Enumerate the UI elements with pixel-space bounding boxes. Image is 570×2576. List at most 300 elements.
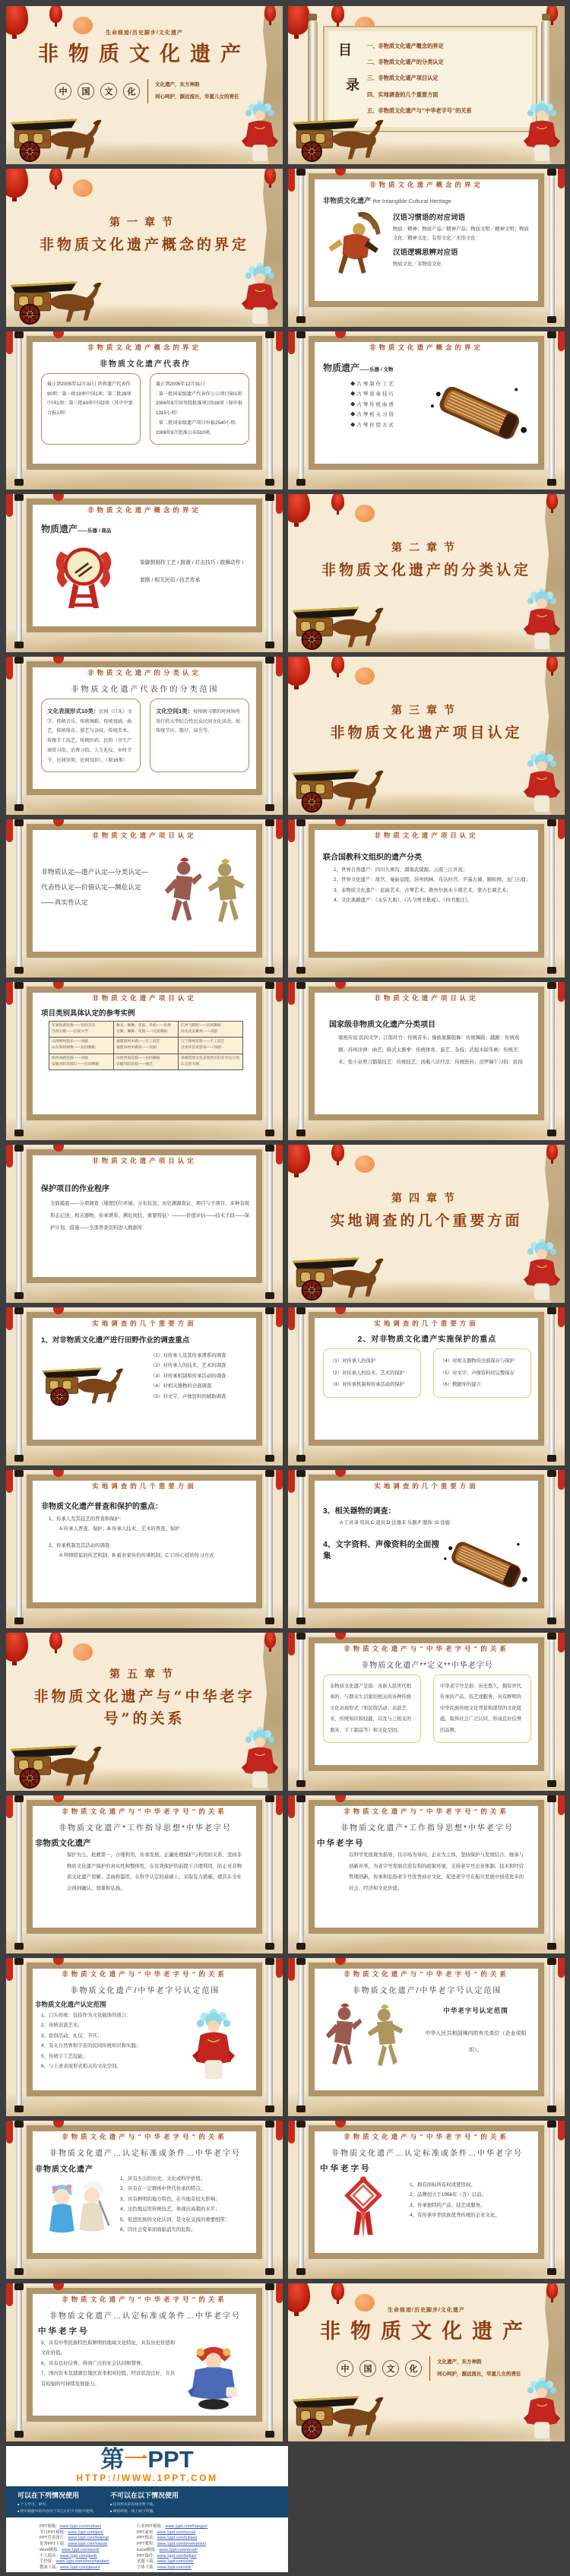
chapter-number: 第三章节	[391, 705, 461, 717]
body-text: 物质／精神；物质产品／精神产品；物质文明／精神文明；物质文化／精神文化；有形文化／无形文化	[393, 227, 529, 242]
slide-10-section3	[288, 657, 565, 815]
scroll-rod	[298, 984, 304, 1131]
slide-18-protection-points	[288, 1307, 565, 1465]
toc-item: 四、实地调查的几个重要方面	[367, 90, 439, 98]
slide-subtitle: 非物质文化遗产…认定标准或条件…中华老字号	[331, 2150, 523, 2158]
lantern-icon	[6, 1470, 13, 1493]
slide-title: 非物质文化遗产与“中华老字号”的关系	[62, 1808, 227, 1816]
slide-22-definitions	[288, 1633, 565, 1791]
scroll-rod	[16, 1309, 22, 1456]
slide-title: 非物质文化遗产项目认定	[374, 832, 479, 840]
link-label: PPT教程：	[137, 2542, 157, 2547]
lantern-icon	[558, 1307, 565, 1327]
link-label: PPT图表：	[137, 2536, 157, 2541]
toc-item: 一、非物质文化遗产概念的界定	[367, 43, 444, 49]
scroll-rod	[549, 1960, 555, 2107]
link[interactable]: www.1ppt.com/kejian/	[157, 2553, 197, 2559]
usage-allowed-title: 可以在下列情况使用	[17, 2492, 80, 2499]
lantern-icon	[331, 2283, 344, 2300]
scroll-rod	[298, 1960, 304, 2107]
link-label: 优秀PPT下载：	[40, 2542, 68, 2547]
lantern-icon	[264, 6, 276, 21]
link[interactable]: www.1ppt.com/moban/	[59, 2524, 102, 2529]
usage-bar	[6, 2486, 288, 2517]
lantern-icon	[6, 2283, 13, 2306]
table-cell: 东蒙短调民歌——民间音乐 苏州吴歌——民间文学	[49, 1022, 114, 1038]
guqin-illustration	[440, 1535, 531, 1596]
seal-char: 文	[382, 2360, 399, 2377]
list-item: （4）对相关器物的全面调查	[150, 1383, 212, 1389]
scroll-rod	[267, 1146, 273, 1294]
horse-cart-illustration	[290, 114, 404, 163]
scroll-rod	[549, 1634, 555, 1782]
cover-subtitle-row	[55, 79, 239, 103]
slide-subtitle: 非物质文化遗产**定义**中华老字号	[361, 1662, 493, 1670]
body-text: 保护为主，抢救第一，合理利用，传承发展。正确处理保护与利用的关系，坚持非物质文化遗产保护的真实性和整体性，在有效保护的前提下合理利用，防止对非物质文化遗产误解、歪曲和滥用，在科学认定的基础上，采取有力措施，使其在全社会得到确认、尊重和弘扬。	[67, 1852, 242, 1892]
usage-item: ■ 网络转载、线上线下传播。	[110, 2508, 262, 2515]
slide-25-ich-scope	[6, 1958, 283, 2116]
lantern-icon	[558, 1470, 565, 1490]
list-item: A 传承人普查、保护；B 传承人技术、艺术的普查、保护	[59, 1526, 180, 1532]
cover-tagline: 生命痕迹/历史脚步/文化遗产	[388, 2308, 465, 2313]
links-column-right	[137, 2524, 266, 2571]
opera-figure-illustration	[192, 2004, 236, 2083]
footer-branding	[6, 2446, 288, 2486]
lantern-icon	[264, 1633, 276, 1648]
scroll-rod	[549, 170, 555, 318]
lantern-icon	[276, 1795, 283, 1815]
opera-figure-illustration	[523, 2375, 561, 2441]
chinese-knot-illustration	[335, 2174, 391, 2244]
logo-part: 一	[124, 2446, 148, 2473]
toc-item: 三、非物质文化遗产项目认定	[367, 74, 439, 82]
cover-line2: 同心呵护，源远流长，华夏儿女的责任	[437, 2372, 521, 2377]
lantern-icon	[558, 2121, 565, 2140]
info-box: 截止到2005年12月31日 世界遗产代表作90项；第一批19项中国1项；第二批28项中国1项；第三批43项中国2项（其中中蒙合报1项）	[41, 373, 141, 445]
lantern-icon	[558, 169, 565, 189]
link[interactable]: www.1ppt.com/jieri/	[68, 2530, 103, 2535]
box-text: 按传统习惯的时间场所举行的大型综合性民众民间文化活动，如传统节庆、歌圩、庙会等。	[156, 709, 241, 734]
info-box: 非物质文化遗产是指：各族人民世代相承的、与群众生活密切相关的各种传统文化表现形式（如民俗活动、表演艺术、传统知识和技能，以及与之相关的器具、手工制品等）和文化空间。	[323, 1675, 421, 1743]
horse-cart-illustration	[8, 114, 122, 163]
table-cell: 江西弋阳腔——民间舞蹈 河北武安傩戏——戏剧	[179, 1022, 243, 1038]
slide-title: 非物质文化遗产概念的界定	[369, 344, 483, 352]
cover-line1: 文化遗产，东方神韵	[155, 82, 200, 88]
cover-title: 非物质文化遗产	[38, 43, 251, 66]
cover-line2: 同心呵护，源远流长，华夏儿女的责任	[155, 94, 239, 100]
scroll-rod	[298, 1797, 304, 1944]
horse-cart-illustration	[41, 1360, 140, 1410]
peach-blob	[355, 667, 375, 685]
scroll-rod	[16, 2285, 22, 2432]
lantern-icon	[331, 657, 344, 673]
lantern-icon	[558, 1958, 565, 1978]
slide-8-section2	[288, 494, 565, 652]
list-item: 1、拥有商标所有权或使用权。	[410, 2182, 476, 2188]
examples-table	[49, 1021, 243, 1070]
body-heading: 汉语习惯语的对应词语	[393, 214, 466, 222]
scroll-rod	[549, 1472, 555, 1619]
lead-cn: 非物质文化遗产	[323, 197, 372, 204]
link[interactable]: www.1ppt.com/excel/	[159, 2547, 198, 2552]
body-heading: 中华老字号	[317, 1839, 365, 1848]
site-url[interactable]: HTTP://WWW.1PPT.COM	[76, 2473, 218, 2483]
scroll-rod	[16, 1960, 22, 2107]
usage-item: ■ 个人学习、研究。	[17, 2502, 110, 2508]
box-item: （1）对传承人的保护	[330, 1358, 376, 1364]
lantern-icon	[546, 1145, 558, 1160]
lantern-icon	[288, 169, 295, 192]
scroll-rod	[267, 1960, 273, 2107]
seal-char: 国	[78, 83, 94, 100]
shadow-puppets-illustration	[162, 854, 249, 930]
scroll-rod	[267, 2285, 273, 2432]
lead-en: the Intangible Cultural Heritage	[372, 198, 451, 204]
horse-cart-illustration	[290, 1253, 404, 1301]
lantern-icon	[288, 657, 310, 686]
scroll-rod	[298, 2122, 304, 2270]
box-text: 民间（口头）文学、传统音乐、传统舞蹈、传统戏剧、曲艺、传统体育、游艺与杂技、传统美术、传统手工技艺、传统医药、民俗（含生产商贸习俗、消费习俗、人生礼仪、岁时节令、民间信仰、民间知识），（原16类）	[47, 709, 132, 763]
body-heading: 非物质文化遗产认定范围	[35, 2001, 106, 2008]
info-box	[150, 373, 249, 445]
usage-allowed	[17, 2490, 110, 2517]
body-heading: 4、文字资料、声像资料的全面搜集	[323, 1540, 439, 1561]
slide-title: 非物质文化遗产概念的界定	[87, 507, 201, 515]
slide-title: 非物质文化遗产的分类认定	[87, 670, 201, 677]
chapter-number: 第五章节	[109, 1668, 179, 1681]
peach-blob	[355, 505, 375, 522]
slide-subtitle: 非物质文化遗产…认定标准或条件…中华老字号	[49, 2312, 241, 2321]
link-label: 个人简历：	[40, 2553, 60, 2559]
link-label: Excel模板：	[137, 2547, 160, 2552]
lantern-icon	[276, 331, 283, 351]
slide-6-heritage-instrument	[288, 331, 565, 490]
body-heading: 联合国教科文组织的遗产分类	[323, 854, 422, 862]
toc-items	[367, 38, 533, 119]
slide-title: 非物质文化遗产与“中华老字号”的关系	[344, 2134, 509, 2141]
lantern-icon	[558, 1633, 565, 1652]
scroll-rod	[16, 333, 22, 480]
lantern-icon	[558, 982, 565, 1002]
link-label: Word模板：	[40, 2547, 62, 2552]
box-item: （6）数据库的建立	[440, 1382, 481, 1388]
box-lead: 文化表现形式10类：	[47, 708, 100, 714]
chapter-number: 第四章节	[391, 1193, 461, 1205]
lantern-icon	[6, 657, 13, 680]
list-item: （2）对传承人的技术、艺术的调查	[150, 1363, 226, 1369]
list-item: 7、国内资本及港澳台地区资本相对控股，经营状况良好，且具有较强的可持续发展能力。	[41, 2371, 176, 2387]
link[interactable]: www.1ppt.com/ziti/	[157, 2565, 192, 2570]
chapter-number: 第一章节	[109, 217, 179, 229]
lead-term	[323, 195, 531, 205]
list-item: ◆古琴相关习俗	[350, 412, 395, 418]
lantern-icon	[276, 2283, 283, 2303]
body-heading: 保护项目的作业程序	[41, 1185, 109, 1193]
slide-title: 非物质文化遗产项目认定	[92, 832, 197, 840]
info-box	[433, 1348, 531, 1398]
lantern-icon	[288, 1633, 295, 1656]
slide-title: 非物质文化遗产与“中华老字号”的关系	[344, 1646, 509, 1653]
body-heading: 国家级非物质文化遗产分类项目	[329, 1021, 435, 1029]
scroll-rod	[267, 1472, 273, 1619]
opera-kids-illustration	[41, 2178, 114, 2244]
chapter-title: 非物质文化遗产的分类认定	[321, 562, 531, 578]
link[interactable]: www.1ppt.com/tubiao/	[157, 2536, 198, 2541]
lantern-icon	[276, 1470, 283, 1490]
slide-9-classification-scope	[6, 657, 283, 815]
slide-title: 实地调查的几个重要方面	[92, 1320, 197, 1328]
lantern-icon	[49, 6, 62, 23]
lantern-icon	[288, 331, 295, 354]
slide-3-section1	[6, 169, 283, 327]
slide-subtitle: 非物质文化遗产*工作指导思想*中华老字号	[59, 1824, 232, 1833]
slide-title: 非物质文化遗产项目认定	[92, 1158, 197, 1165]
scroll-rod	[267, 496, 273, 643]
lantern-icon	[276, 657, 283, 676]
cover-tagline: 生命痕迹/历史脚步/文化遗产	[106, 30, 183, 36]
cover-title: 非物质文化遗产	[320, 2320, 533, 2343]
opera-figure-illustration	[523, 748, 561, 815]
list-item: 5、促进民族的文化认同，是文化交流的重要纽带；	[120, 2216, 230, 2223]
link[interactable]: www.1ppt.com/shouchaobao/	[55, 2559, 109, 2565]
footer-links	[6, 2517, 288, 2571]
link[interactable]: www.1ppt.com/shiti/	[157, 2559, 194, 2565]
link-label: PPT模板：	[40, 2524, 60, 2529]
body-text: 全面摸底——分项调查（地理区位环境、分布状况、历史渊源查证、项目与子项目、多种表现形态记述、相关器物、传承谱系、濒危现状、重要特征）———价值评估——技术手段——保护计划、措施——全部普查资料进入数据库	[50, 1201, 250, 1231]
shadow-puppet-goat-illustration	[323, 208, 385, 278]
table-cell: 福建漳州木偶——手工技艺 福建泉州木偶戏——戏剧	[114, 1038, 179, 1054]
list-item: 1、具有杰出的历史、文化或科学价值；	[120, 2176, 206, 2182]
slide-4-concept-terms	[288, 169, 565, 327]
scroll-rod	[549, 821, 555, 968]
list-item: 3、传承独特的产品、技艺或服务。	[410, 2202, 486, 2208]
lantern-icon	[6, 982, 13, 1005]
link-label: 手抄报：	[40, 2559, 56, 2565]
list-item: 3、民俗活动、礼仪、节庆；	[41, 2033, 103, 2039]
link[interactable]: www.1ppt.com/beijing/	[68, 2536, 109, 2541]
chapter-title: 实地调查的几个重要方面	[330, 1212, 523, 1229]
slide-21-section5	[6, 1633, 283, 1791]
slide-13-reference-examples	[6, 982, 283, 1140]
slide-16-section4	[288, 1145, 565, 1303]
seal-char: 化	[405, 2360, 422, 2377]
list-item: A 拜师授徒的传艺机制；B 祖业家传的传承机制；C 口传心授的传习方式	[59, 1553, 214, 1559]
info-box	[41, 699, 141, 772]
slide-29-brand-criteria2	[6, 2283, 283, 2441]
usage-forbidden	[110, 2490, 262, 2517]
link-label: PPT背景图片：	[40, 2536, 68, 2541]
usage-forbidden-title: 不可以在以下情况使用	[110, 2492, 179, 2499]
slide-subtitle: 非物质文化遗产代表作	[100, 360, 191, 369]
divider	[429, 2356, 430, 2381]
slide-title: 非物质文化遗产与“中华老字号”的关系	[62, 2296, 227, 2304]
lantern-icon	[288, 1795, 295, 1818]
slide-14-national-items	[288, 982, 565, 1140]
cover-subtitle-row	[337, 2356, 521, 2381]
list-item: 4、有关自然界和宇宙的民间传统知识和实践；	[41, 2043, 141, 2049]
list-item: ◆古琴传统曲谱	[350, 401, 395, 407]
scroll-rod	[16, 1797, 22, 1944]
link-label: PPT课件：	[137, 2553, 157, 2559]
logo	[6, 2448, 288, 2471]
body-heading-sub: ——乐器 / 文物	[359, 367, 394, 372]
table-cell: 山西晋南花鼓——民间舞蹈 安徽凤阳花鼓——曲艺	[114, 1054, 179, 1069]
opera-figure-illustration	[241, 97, 279, 164]
scroll-rod	[267, 1797, 273, 1944]
scroll-rod	[549, 333, 555, 480]
list-item: 1、口头传统：包括作为文化载体的语言;	[41, 2013, 128, 2018]
scroll-rod	[298, 170, 304, 318]
lantern-icon	[6, 169, 28, 198]
list-item: 4、有传承中华民族优秀传统的企业文化。	[410, 2213, 500, 2219]
scroll-rod	[549, 2122, 555, 2270]
body-heading: 中华老字号认定范围	[443, 2007, 508, 2014]
slide-title: 非物质文化遗产与“中华老字号”的关系	[344, 1971, 509, 1979]
link[interactable]: www.1ppt.com/powerpoint/	[157, 2542, 207, 2547]
lantern-icon	[49, 169, 62, 185]
peach-blob	[73, 1643, 93, 1661]
link-label: 字体下载：	[137, 2565, 157, 2570]
slide-20-objects-survey	[288, 1470, 565, 1628]
link-label: PPT素材：	[137, 2530, 157, 2535]
list-item: 4、出色地运用传统技艺，体现出高超的水平；	[120, 2207, 220, 2213]
link[interactable]: www.1ppt.com/jiaoan/	[59, 2565, 100, 2570]
link-label: 节日PPT模板：	[40, 2530, 68, 2535]
opera-figure-illustration	[241, 1724, 279, 1791]
info-box	[150, 699, 249, 772]
body-heading: 项目类别具体认定的参考实例	[41, 1009, 135, 1018]
link[interactable]: www.1ppt.com/sucai/	[157, 2530, 196, 2535]
slide-title: 非物质文化遗产与“中华老字号”的关系	[62, 2134, 227, 2141]
info-box	[323, 1348, 421, 1398]
box-item: （3）对传承机制和传承活动的保护	[330, 1382, 404, 1388]
slide-5-representative-works	[6, 331, 283, 490]
lantern-icon	[264, 169, 276, 184]
logo-part: 第	[100, 2446, 125, 2473]
drum-illustration	[49, 540, 119, 616]
slide-subtitle: 非物质文化遗产…认定标准或条件…中华老字号	[49, 2150, 241, 2158]
horse-cart-illustration	[8, 1741, 122, 1789]
lantern-icon	[6, 331, 13, 354]
list-item: 2、世界文化遗产：故宫、秦始皇陵、苏州园林、布达拉宫、平遥古城、颐和园、龙门石窟；	[334, 877, 531, 883]
lantern-icon	[288, 1307, 295, 1330]
lantern-icon	[6, 1145, 13, 1168]
box-item: · 第一批国家级遗产代表作公示项目501项2006年6月国务院批准项目518项（原申报1315小项）	[156, 391, 243, 417]
chapter-title: 非物质文化遗产项目认定	[330, 724, 523, 741]
list-item: （5）对文字、声像资料的辅助调查	[150, 1393, 226, 1399]
opera-figure-illustration	[523, 585, 561, 652]
body-heading: 非物质文化遗产普查和保护的重点：	[41, 1503, 163, 1511]
scroll-rod	[16, 984, 22, 1131]
horse-cart-illustration	[290, 765, 404, 813]
horse-cart-illustration	[8, 277, 122, 325]
lantern-icon	[6, 2121, 13, 2143]
chapter-title: 非物质文化遗产与“中华老字号”的关系	[33, 1688, 255, 1727]
scroll-rod	[267, 821, 273, 968]
lantern-icon	[288, 819, 295, 842]
link[interactable]: www.1ppt.com/hangye/	[165, 2524, 208, 2529]
opera-figure-illustration	[523, 1236, 561, 1303]
link[interactable]: www.1ppt.com/word/	[61, 2547, 100, 2552]
link[interactable]: www.1ppt.com/jianli/	[59, 2553, 97, 2559]
body-heading: 1、对非物质文化遗产进行田野作业的调查重点	[41, 1336, 190, 1345]
chapter-number: 第二章节	[391, 542, 461, 554]
body-text: 梁祝传说:民间文学；江南丝竹：传统音乐；傣族象脚鼓舞：传统舞蹈；越剧：传统戏剧；苏州评弹：曲艺；陈式太极拳：传统体育、游艺、杂技；武强木版年画：传统美术；张小泉剪刀锻制技艺：传统技艺；汤瓶八诊疗法：传统医药；汨罗端午习俗：民俗	[338, 1035, 523, 1066]
scroll-rod	[298, 1634, 304, 1782]
slide-subtitle: 非物质文化遗产*工作指导思想*中华老字号	[340, 1824, 514, 1833]
scroll-rod	[16, 2122, 22, 2270]
lantern-icon	[288, 1958, 295, 1981]
slide-title: 实地调查的几个重要方面	[374, 1483, 479, 1491]
lantern-icon	[288, 494, 310, 523]
lantern-icon	[276, 494, 283, 514]
list-item: ◆古琴演奏技巧	[350, 391, 395, 398]
slide-12-unesco-classes	[288, 819, 565, 977]
scroll-rod	[267, 658, 273, 806]
lantern-icon	[331, 1145, 344, 1161]
scroll-rod	[267, 333, 273, 480]
usage-item: ■ 任何形式的在线付费下载。	[110, 2502, 262, 2508]
body-heading: 3、相关器物的调查：	[323, 1507, 396, 1516]
guqin-illustration	[426, 379, 531, 449]
table-cell: 山西绛州鼓乐——戏剧 山东胶州秧歌——民间舞蹈	[49, 1038, 114, 1054]
lantern-icon	[288, 2121, 295, 2143]
body-text: A 工具;B 用具;C 道具;D 法器;E 乐器;F 服饰 ;G 设施	[340, 1520, 450, 1526]
slide-subtitle: 非物质文化遗产/中华老字号认定范围	[70, 1987, 220, 1995]
slide-title: 非物质文化遗产与“中华老字号”的关系	[62, 1971, 227, 1979]
body-heading: 2、对非物质文化遗产实施保护的重点	[357, 1336, 497, 1344]
lantern-icon	[276, 1145, 283, 1164]
slide-1-cover	[6, 6, 283, 164]
chapter-title: 非物质文化遗产概念的界定	[39, 236, 249, 253]
body-heading: 汉语逻辑思辨对应语	[393, 249, 458, 258]
lantern-icon	[276, 982, 283, 1002]
seal-char: 国	[359, 2360, 376, 2377]
scroll-rod	[16, 496, 22, 643]
list-item: 4、文化典籍遗产：《永乐大典》、《古今图书集成》、《四书集注》。	[334, 898, 473, 904]
lantern-icon	[6, 1958, 13, 1981]
peach-blob	[73, 179, 93, 197]
lantern-icon	[558, 331, 565, 351]
slide-title: 非物质文化遗产概念的界定	[87, 344, 201, 352]
list-item: 3、非物质文化遗产：昆曲艺术、古琴艺术、维吾尔族木卡姆艺术、蒙古长调艺术；	[334, 887, 511, 893]
scroll-rod	[267, 1309, 273, 1456]
lantern-icon	[331, 494, 344, 511]
list-item: 6、与上述表现形式相关的文化空间。	[41, 2064, 122, 2070]
scroll-rod	[16, 658, 22, 806]
scroll-rod	[298, 1472, 304, 1619]
lantern-icon	[276, 1958, 283, 1978]
box-lead: 文化空间1类：	[156, 708, 194, 714]
link[interactable]: www.1ppt.com/xiazai/	[68, 2542, 108, 2547]
scroll-rod	[16, 1146, 22, 1294]
body-heading: 中华老字号	[38, 2327, 90, 2336]
list-item: 2、品牌创立于1956年（含）以前。	[410, 2192, 486, 2198]
slide-title: 非物质文化遗产概念的界定	[369, 182, 483, 189]
lantern-icon	[276, 819, 283, 839]
cover-line1: 文化遗产，东方神韵	[437, 2359, 482, 2365]
slide-11-identification-chain	[6, 819, 283, 977]
scroll-rod	[16, 821, 22, 968]
slide-2-toc	[288, 6, 565, 164]
scroll-rod	[298, 821, 304, 968]
toc-item: 五、非物质文化遗产与“中华老字号”的关系	[367, 106, 472, 114]
lantern-icon	[546, 494, 558, 509]
peach-blob	[355, 1155, 375, 1173]
slide-title: 非物质文化遗产与“中华老字号”的关系	[344, 1808, 509, 1816]
scroll-rod	[267, 2122, 273, 2270]
scroll-rod	[549, 1309, 555, 1456]
